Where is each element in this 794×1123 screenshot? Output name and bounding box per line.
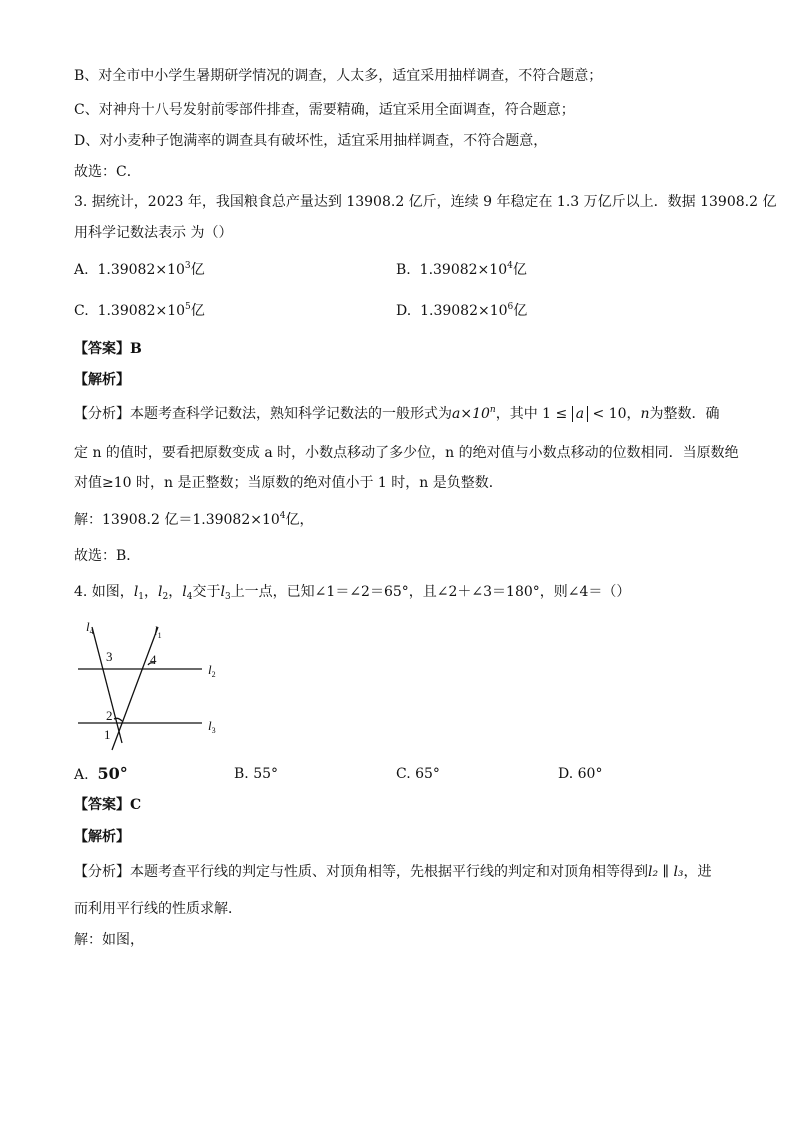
angle-label-1: 1 [104,727,111,742]
analysis-text: 为整数．确 [649,406,720,422]
q4-option-d: D. 60° [558,766,603,782]
line-symbol: l [133,584,139,600]
option-exponent: 4 [507,261,513,271]
parallel-relation: l₂ ∥ l₃ [648,864,684,880]
angle-arc-2 [114,718,122,721]
q3-option-d [396,301,527,321]
range-left: 1 ≤ [542,406,568,422]
stem-text: ， [168,584,183,600]
q4-option-b: B. 55° [234,766,279,782]
q3-analysis-line2: 定 n 的值时，要看把原数变成 a 时，小数点移动了多少位，n 的绝对值与小数点移动的位数相同．当原数绝 [74,445,739,461]
option-c-explanation: C、对神舟十八号发射前零部件排查，需要精确，适宜采用全面调查，符合题意； [74,102,575,118]
analysis-text: 【分析】本题考查平行线的判定与性质、对顶角相等，先根据平行线的判定和对顶角相等得到 [74,864,648,880]
line-subscript: 3 [224,592,231,602]
line-subscript: 2 [162,592,169,602]
q2-choice: 故选：C． [74,164,141,180]
label-l2: $l_2$ [208,662,216,679]
solution-text: 亿， [285,512,314,528]
q3-option-c [74,301,205,321]
range-right: < 10 [592,406,627,422]
stem-text: ， [144,584,159,600]
label-l1: $l_1$ [154,623,162,640]
q4-answer: 【答案】C [74,797,142,813]
analysis-text: 【分析】本题考查科学记数法，熟知科学记数法的一般形式为 [74,406,452,422]
stem-text: 上一点，已知∠1＝∠2＝65°，且∠2＋∠3＝180°，则∠4＝（） [230,584,631,600]
q3-analysis-heading: 【解析】 [74,372,130,388]
q4-analysis-line1 [74,862,712,882]
option-unit: 亿 [512,262,527,278]
angle-label-2: 2 [106,708,113,723]
formula: a×10 [452,406,490,422]
q3-option-a [74,260,205,280]
angle-label-3: 3 [106,649,113,664]
option-exponent: 6 [507,302,514,312]
line-symbol: l [220,584,225,600]
q4-solution: 解：如图， [74,932,144,948]
q3-answer: 【答案】B [74,341,142,357]
option-value: 50° [97,764,128,783]
q3-analysis-line1 [74,404,720,424]
q4-analysis-line2: 而利用平行线的性质求解． [74,901,242,917]
q4-option-a [74,764,128,785]
option-mantissa: 1.39082×10 [97,262,185,278]
label-l4: $l_4$ [86,619,94,636]
line-subscript: 4 [186,592,193,602]
q4-figure [70,615,240,755]
q3-stem-line2: 用科学记数法表示 为（） [74,225,233,241]
option-mantissa: 1.39082×10 [97,303,186,319]
analysis-text: ，其中 [495,406,538,422]
q3-option-b [396,260,527,280]
line-l1 [112,627,158,750]
option-label: B. [396,262,411,278]
option-label: A. [74,262,89,278]
line-l4 [92,627,122,743]
q3-stem-line1: 3. 据统计，2023 年，我国粮食总产量达到 13908.2 亿斤，连续 9 年稳定在 1.3 万亿斤以上．数据 13908.2 亿 [74,194,777,210]
option-label: D. [396,303,412,319]
stem-text: 交于 [192,584,221,600]
stem-text: 4. 如图， [74,584,134,600]
option-exponent: 5 [185,302,191,312]
solution-exponent: 4 [279,511,286,521]
option-unit: 亿 [190,303,205,319]
option-label: C. [74,303,89,319]
line-subscript: 1 [138,592,145,602]
q3-choice: 故选：B． [74,548,141,564]
analysis-text: ，进 [683,864,712,880]
option-unit: 亿 [190,262,205,278]
label-l3: $l_3$ [208,718,216,735]
solution-text: 解：13908.2 亿＝1.39082×10 [74,512,280,528]
q4-stem [74,582,630,602]
angle-label-4: 4 [150,652,157,667]
abs-value: a [572,406,588,422]
q4-analysis-heading: 【解析】 [74,829,130,845]
q3-analysis-line3: 对值≥10 时，n 是正整数；当原数的绝对值小于 1 时，n 是负整数． [74,475,503,491]
option-unit: 亿 [513,303,528,319]
formula-n: n [640,406,650,422]
option-label: A. [74,767,89,783]
option-mantissa: 1.39082×10 [420,303,508,319]
line-symbol: l [182,584,187,600]
analysis-text: ， [626,406,641,422]
option-exponent: 3 [184,261,191,271]
q4-option-c: C. 65° [396,766,440,782]
option-b-explanation: B、对全市中小学生暑期研学情况的调查，人太多，适宜采用抽样调查，不符合题意； [74,68,603,84]
option-mantissa: 1.39082×10 [419,262,508,278]
q3-solution [74,510,314,530]
option-d-explanation: D、对小麦种子饱满率的调查具有破坏性，适宜采用抽样调查，不符合题意， [74,133,548,149]
formula-exponent: n [489,405,496,415]
line-symbol: l [158,584,163,600]
